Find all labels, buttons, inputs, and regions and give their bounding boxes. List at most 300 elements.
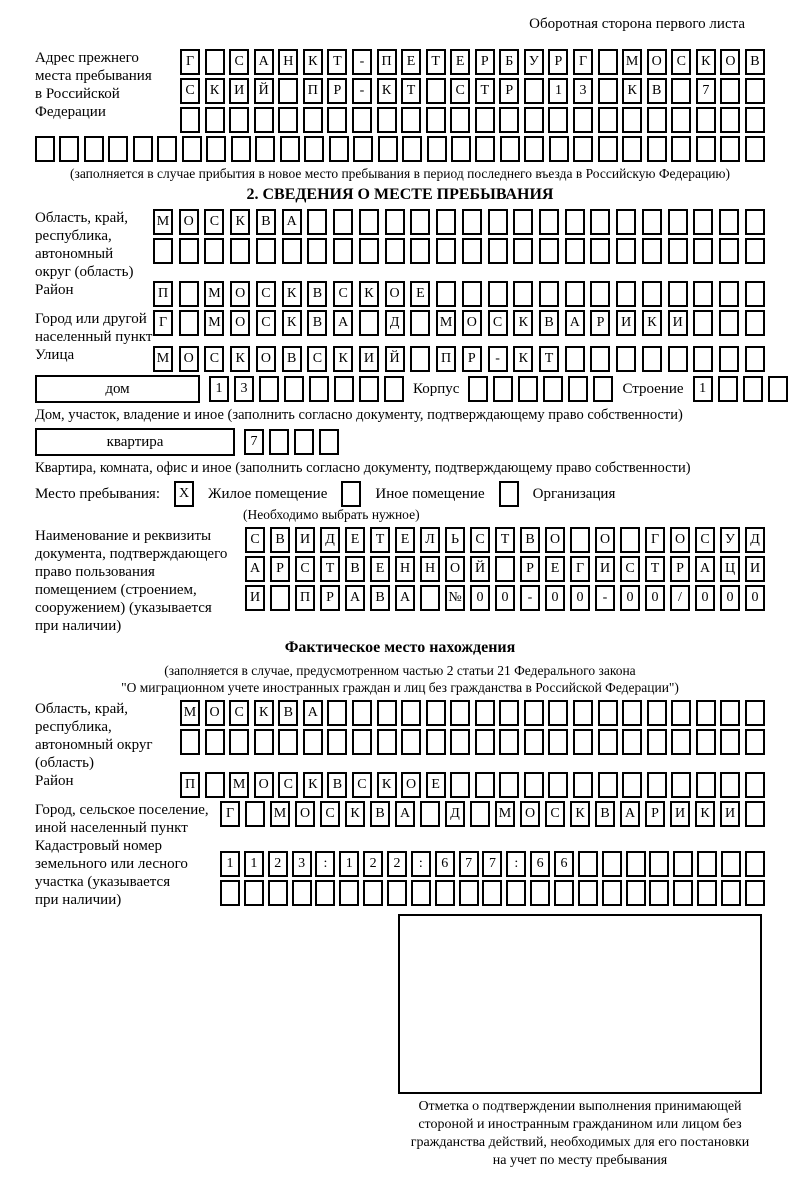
char-cell[interactable] — [420, 801, 440, 827]
char-cell[interactable] — [745, 880, 765, 906]
char-cell[interactable] — [626, 851, 646, 877]
char-cell[interactable] — [598, 700, 618, 726]
char-cell[interactable]: Ц — [720, 556, 740, 582]
char-cell[interactable]: X — [174, 481, 194, 507]
char-cell[interactable] — [602, 851, 622, 877]
char-cell[interactable]: Е — [410, 281, 430, 307]
char-cell[interactable]: О — [295, 801, 315, 827]
char-cell[interactable] — [524, 729, 544, 755]
char-cell[interactable]: : — [315, 851, 335, 877]
char-cell[interactable]: М — [204, 310, 224, 336]
char-cell[interactable]: 0 — [570, 585, 590, 611]
char-cell[interactable] — [420, 585, 440, 611]
char-cell[interactable]: О — [205, 700, 225, 726]
char-cell[interactable]: Й — [470, 556, 490, 582]
char-cell[interactable] — [334, 376, 354, 402]
char-cell[interactable]: Т — [539, 346, 559, 372]
char-cell[interactable]: 7 — [244, 429, 264, 455]
char-cell[interactable]: 6 — [530, 851, 550, 877]
char-cell[interactable]: В — [539, 310, 559, 336]
char-cell[interactable]: Р — [270, 556, 290, 582]
char-cell[interactable] — [475, 107, 495, 133]
char-cell[interactable] — [745, 78, 765, 104]
char-cell[interactable] — [205, 772, 225, 798]
char-cell[interactable] — [598, 49, 618, 75]
char-cell[interactable] — [426, 78, 446, 104]
char-cell[interactable]: В — [307, 310, 327, 336]
char-cell[interactable] — [720, 136, 740, 162]
char-cell[interactable] — [35, 136, 55, 162]
char-cell[interactable] — [693, 346, 713, 372]
char-cell[interactable] — [327, 107, 347, 133]
char-cell[interactable] — [721, 851, 741, 877]
char-cell[interactable] — [401, 729, 421, 755]
char-cell[interactable]: 2 — [363, 851, 383, 877]
char-cell[interactable]: М — [270, 801, 290, 827]
char-cell[interactable]: А — [282, 209, 302, 235]
char-cell[interactable]: 7 — [459, 851, 479, 877]
char-cell[interactable]: П — [295, 585, 315, 611]
char-cell[interactable] — [549, 136, 569, 162]
char-cell[interactable] — [450, 107, 470, 133]
char-cell[interactable]: У — [524, 49, 544, 75]
char-cell[interactable]: И — [229, 78, 249, 104]
char-cell[interactable] — [671, 136, 691, 162]
char-cell[interactable]: П — [180, 772, 200, 798]
char-cell[interactable] — [462, 209, 482, 235]
char-cell[interactable]: К — [282, 281, 302, 307]
char-cell[interactable]: В — [370, 585, 390, 611]
char-cell[interactable] — [499, 107, 519, 133]
char-cell[interactable] — [292, 880, 312, 906]
char-cell[interactable]: К — [333, 346, 353, 372]
char-cell[interactable] — [353, 136, 373, 162]
char-cell[interactable] — [268, 880, 288, 906]
char-cell[interactable] — [696, 700, 716, 726]
char-cell[interactable]: К — [570, 801, 590, 827]
char-cell[interactable] — [745, 107, 765, 133]
char-cell[interactable]: Т — [370, 527, 390, 553]
char-cell[interactable] — [524, 78, 544, 104]
char-cell[interactable]: М — [180, 700, 200, 726]
char-cell[interactable] — [475, 700, 495, 726]
char-cell[interactable] — [524, 772, 544, 798]
char-cell[interactable]: А — [254, 49, 274, 75]
char-cell[interactable] — [745, 851, 765, 877]
char-cell[interactable] — [565, 281, 585, 307]
char-cell[interactable] — [133, 136, 153, 162]
char-cell[interactable]: 0 — [495, 585, 515, 611]
char-cell[interactable] — [578, 851, 598, 877]
char-cell[interactable] — [539, 238, 559, 264]
char-cell[interactable]: Г — [220, 801, 240, 827]
char-cell[interactable] — [488, 209, 508, 235]
char-cell[interactable] — [59, 136, 79, 162]
char-cell[interactable]: Е — [395, 527, 415, 553]
char-cell[interactable] — [427, 136, 447, 162]
char-cell[interactable] — [341, 481, 361, 507]
char-cell[interactable] — [539, 281, 559, 307]
char-cell[interactable] — [499, 700, 519, 726]
char-cell[interactable]: Р — [645, 801, 665, 827]
char-cell[interactable]: С — [470, 527, 490, 553]
char-cell[interactable]: К — [696, 49, 716, 75]
char-cell[interactable] — [622, 772, 642, 798]
char-cell[interactable] — [649, 851, 669, 877]
char-cell[interactable] — [671, 107, 691, 133]
char-cell[interactable] — [377, 700, 397, 726]
char-cell[interactable]: О — [595, 527, 615, 553]
char-cell[interactable] — [622, 107, 642, 133]
char-cell[interactable]: 6 — [554, 851, 574, 877]
char-cell[interactable]: В — [520, 527, 540, 553]
char-cell[interactable] — [499, 772, 519, 798]
char-cell[interactable]: Д — [445, 801, 465, 827]
char-cell[interactable] — [647, 700, 667, 726]
char-cell[interactable] — [693, 310, 713, 336]
char-cell[interactable]: 1 — [693, 376, 713, 402]
char-cell[interactable]: № — [445, 585, 465, 611]
char-cell[interactable] — [524, 136, 544, 162]
char-cell[interactable] — [721, 880, 741, 906]
char-cell[interactable] — [671, 700, 691, 726]
char-cell[interactable]: С — [695, 527, 715, 553]
char-cell[interactable] — [182, 136, 202, 162]
char-cell[interactable]: В — [282, 346, 302, 372]
char-cell[interactable]: - — [352, 49, 372, 75]
char-cell[interactable] — [616, 238, 636, 264]
char-cell[interactable] — [524, 700, 544, 726]
char-cell[interactable]: Д — [385, 310, 405, 336]
char-cell[interactable] — [179, 238, 199, 264]
char-cell[interactable]: М — [153, 209, 173, 235]
char-cell[interactable]: - — [488, 346, 508, 372]
char-cell[interactable] — [488, 281, 508, 307]
char-cell[interactable] — [518, 376, 538, 402]
char-cell[interactable]: И — [595, 556, 615, 582]
char-cell[interactable]: С — [488, 310, 508, 336]
char-cell[interactable]: А — [620, 801, 640, 827]
char-cell[interactable] — [548, 107, 568, 133]
char-cell[interactable] — [647, 772, 667, 798]
char-cell[interactable]: К — [230, 346, 250, 372]
char-cell[interactable] — [385, 238, 405, 264]
char-cell[interactable] — [402, 136, 422, 162]
char-cell[interactable]: А — [695, 556, 715, 582]
char-cell[interactable] — [307, 209, 327, 235]
char-cell[interactable] — [410, 238, 430, 264]
char-cell[interactable] — [304, 136, 324, 162]
char-cell[interactable] — [719, 346, 739, 372]
char-cell[interactable]: 3 — [234, 376, 254, 402]
char-cell[interactable] — [387, 880, 407, 906]
char-cell[interactable]: П — [153, 281, 173, 307]
char-cell[interactable]: В — [327, 772, 347, 798]
char-cell[interactable] — [642, 281, 662, 307]
char-cell[interactable]: Р — [590, 310, 610, 336]
char-cell[interactable]: Д — [745, 527, 765, 553]
char-cell[interactable]: Н — [278, 49, 298, 75]
char-cell[interactable]: В — [270, 527, 290, 553]
char-cell[interactable] — [378, 136, 398, 162]
char-cell[interactable]: / — [670, 585, 690, 611]
char-cell[interactable] — [719, 209, 739, 235]
char-cell[interactable] — [590, 346, 610, 372]
char-cell[interactable] — [495, 556, 515, 582]
char-cell[interactable] — [668, 281, 688, 307]
char-cell[interactable] — [363, 880, 383, 906]
char-cell[interactable]: К — [230, 209, 250, 235]
char-cell[interactable] — [294, 429, 314, 455]
char-cell[interactable]: 0 — [645, 585, 665, 611]
char-cell[interactable] — [671, 772, 691, 798]
char-cell[interactable] — [436, 209, 456, 235]
char-cell[interactable] — [745, 310, 765, 336]
char-cell[interactable] — [720, 107, 740, 133]
char-cell[interactable] — [180, 107, 200, 133]
char-cell[interactable] — [278, 78, 298, 104]
char-cell[interactable] — [280, 136, 300, 162]
char-cell[interactable] — [436, 238, 456, 264]
char-cell[interactable]: 1 — [548, 78, 568, 104]
char-cell[interactable]: М — [204, 281, 224, 307]
char-cell[interactable] — [470, 801, 490, 827]
char-cell[interactable] — [616, 346, 636, 372]
char-cell[interactable]: Н — [420, 556, 440, 582]
char-cell[interactable]: В — [647, 78, 667, 104]
char-cell[interactable] — [513, 238, 533, 264]
char-cell[interactable] — [482, 880, 502, 906]
char-cell[interactable]: К — [513, 310, 533, 336]
char-cell[interactable] — [462, 281, 482, 307]
char-cell[interactable]: С — [352, 772, 372, 798]
char-cell[interactable] — [319, 429, 339, 455]
char-cell[interactable]: П — [303, 78, 323, 104]
char-cell[interactable]: В — [370, 801, 390, 827]
char-cell[interactable] — [426, 729, 446, 755]
char-cell[interactable]: В — [256, 209, 276, 235]
char-cell[interactable]: Й — [385, 346, 405, 372]
char-cell[interactable] — [647, 729, 667, 755]
char-cell[interactable] — [333, 209, 353, 235]
char-cell[interactable] — [647, 136, 667, 162]
char-cell[interactable] — [568, 376, 588, 402]
char-cell[interactable]: Р — [320, 585, 340, 611]
char-cell[interactable]: В — [345, 556, 365, 582]
char-cell[interactable]: С — [229, 49, 249, 75]
char-cell[interactable] — [475, 772, 495, 798]
char-cell[interactable]: Г — [180, 49, 200, 75]
char-cell[interactable]: 1 — [209, 376, 229, 402]
char-cell[interactable] — [180, 729, 200, 755]
char-cell[interactable] — [593, 376, 613, 402]
char-cell[interactable]: Г — [573, 49, 593, 75]
char-cell[interactable] — [570, 527, 590, 553]
char-cell[interactable]: Р — [520, 556, 540, 582]
char-cell[interactable]: К — [513, 346, 533, 372]
char-cell[interactable]: С — [671, 49, 691, 75]
char-cell[interactable] — [153, 238, 173, 264]
char-cell[interactable] — [696, 729, 716, 755]
char-cell[interactable] — [573, 729, 593, 755]
char-cell[interactable] — [278, 729, 298, 755]
char-cell[interactable]: К — [303, 49, 323, 75]
char-cell[interactable] — [278, 107, 298, 133]
char-cell[interactable] — [668, 209, 688, 235]
char-cell[interactable] — [462, 238, 482, 264]
char-cell[interactable] — [401, 700, 421, 726]
char-cell[interactable]: О — [462, 310, 482, 336]
char-cell[interactable] — [284, 376, 304, 402]
char-cell[interactable] — [616, 281, 636, 307]
char-cell[interactable] — [668, 346, 688, 372]
char-cell[interactable] — [254, 107, 274, 133]
char-cell[interactable] — [229, 107, 249, 133]
char-cell[interactable] — [254, 729, 274, 755]
char-cell[interactable] — [598, 772, 618, 798]
char-cell[interactable] — [315, 880, 335, 906]
char-cell[interactable]: К — [695, 801, 715, 827]
char-cell[interactable]: 1 — [244, 851, 264, 877]
char-cell[interactable] — [745, 801, 765, 827]
char-cell[interactable] — [622, 136, 642, 162]
char-cell[interactable]: К — [622, 78, 642, 104]
char-cell[interactable] — [245, 801, 265, 827]
char-cell[interactable] — [410, 310, 430, 336]
char-cell[interactable]: 0 — [620, 585, 640, 611]
char-cell[interactable] — [426, 107, 446, 133]
char-cell[interactable] — [565, 346, 585, 372]
char-cell[interactable]: С — [307, 346, 327, 372]
char-cell[interactable]: А — [345, 585, 365, 611]
char-cell[interactable]: Е — [545, 556, 565, 582]
char-cell[interactable] — [530, 880, 550, 906]
char-cell[interactable] — [410, 209, 430, 235]
char-cell[interactable]: 7 — [482, 851, 502, 877]
char-cell[interactable]: Т — [401, 78, 421, 104]
char-cell[interactable] — [339, 880, 359, 906]
char-cell[interactable]: С — [620, 556, 640, 582]
char-cell[interactable] — [377, 729, 397, 755]
char-cell[interactable] — [327, 700, 347, 726]
char-cell[interactable] — [352, 700, 372, 726]
char-cell[interactable] — [548, 729, 568, 755]
char-cell[interactable] — [693, 209, 713, 235]
char-cell[interactable]: О — [256, 346, 276, 372]
char-cell[interactable]: О — [401, 772, 421, 798]
char-cell[interactable]: Р — [462, 346, 482, 372]
char-cell[interactable]: А — [303, 700, 323, 726]
char-cell[interactable] — [359, 310, 379, 336]
char-cell[interactable] — [513, 281, 533, 307]
char-cell[interactable]: С — [278, 772, 298, 798]
char-cell[interactable] — [157, 136, 177, 162]
char-cell[interactable] — [720, 78, 740, 104]
char-cell[interactable] — [488, 238, 508, 264]
char-cell[interactable] — [720, 700, 740, 726]
char-cell[interactable]: Е — [426, 772, 446, 798]
char-cell[interactable]: Р — [499, 78, 519, 104]
char-cell[interactable] — [548, 772, 568, 798]
char-cell[interactable]: 7 — [696, 78, 716, 104]
char-cell[interactable]: М — [622, 49, 642, 75]
char-cell[interactable] — [450, 772, 470, 798]
char-cell[interactable]: С — [256, 310, 276, 336]
char-cell[interactable] — [269, 429, 289, 455]
char-cell[interactable]: С — [229, 700, 249, 726]
char-cell[interactable] — [573, 107, 593, 133]
char-cell[interactable] — [598, 729, 618, 755]
char-cell[interactable]: Е — [345, 527, 365, 553]
char-cell[interactable] — [598, 78, 618, 104]
char-cell[interactable] — [229, 729, 249, 755]
char-cell[interactable]: Т — [320, 556, 340, 582]
char-cell[interactable] — [649, 880, 669, 906]
char-cell[interactable] — [359, 238, 379, 264]
char-cell[interactable] — [459, 880, 479, 906]
char-cell[interactable]: О — [520, 801, 540, 827]
char-cell[interactable] — [333, 238, 353, 264]
char-cell[interactable]: - — [352, 78, 372, 104]
char-cell[interactable]: Е — [370, 556, 390, 582]
char-cell[interactable] — [573, 136, 593, 162]
char-cell[interactable]: - — [595, 585, 615, 611]
char-cell[interactable] — [573, 772, 593, 798]
char-cell[interactable] — [500, 136, 520, 162]
char-cell[interactable] — [590, 281, 610, 307]
char-cell[interactable]: О — [179, 209, 199, 235]
char-cell[interactable]: О — [385, 281, 405, 307]
char-cell[interactable] — [642, 209, 662, 235]
char-cell[interactable] — [696, 136, 716, 162]
char-cell[interactable] — [179, 281, 199, 307]
char-cell[interactable]: М — [229, 772, 249, 798]
char-cell[interactable]: В — [307, 281, 327, 307]
char-cell[interactable]: С — [245, 527, 265, 553]
char-cell[interactable] — [108, 136, 128, 162]
char-cell[interactable]: Р — [327, 78, 347, 104]
char-cell[interactable] — [179, 310, 199, 336]
char-cell[interactable] — [524, 107, 544, 133]
char-cell[interactable]: 0 — [745, 585, 765, 611]
char-cell[interactable]: О — [720, 49, 740, 75]
char-cell[interactable] — [220, 880, 240, 906]
char-cell[interactable]: 3 — [573, 78, 593, 104]
char-cell[interactable] — [309, 376, 329, 402]
char-cell[interactable] — [327, 729, 347, 755]
char-cell[interactable] — [513, 209, 533, 235]
char-cell[interactable] — [282, 238, 302, 264]
char-cell[interactable]: С — [450, 78, 470, 104]
char-cell[interactable] — [622, 729, 642, 755]
char-cell[interactable] — [647, 107, 667, 133]
char-cell[interactable] — [244, 880, 264, 906]
char-cell[interactable] — [626, 880, 646, 906]
char-cell[interactable]: О — [179, 346, 199, 372]
char-cell[interactable] — [743, 376, 763, 402]
char-cell[interactable]: Т — [426, 49, 446, 75]
char-cell[interactable]: М — [495, 801, 515, 827]
char-cell[interactable]: 0 — [545, 585, 565, 611]
char-cell[interactable]: М — [436, 310, 456, 336]
char-cell[interactable]: : — [411, 851, 431, 877]
char-cell[interactable] — [745, 209, 765, 235]
char-cell[interactable]: 0 — [695, 585, 715, 611]
char-cell[interactable] — [554, 880, 574, 906]
char-cell[interactable]: И — [616, 310, 636, 336]
char-cell[interactable] — [410, 346, 430, 372]
char-cell[interactable] — [205, 107, 225, 133]
